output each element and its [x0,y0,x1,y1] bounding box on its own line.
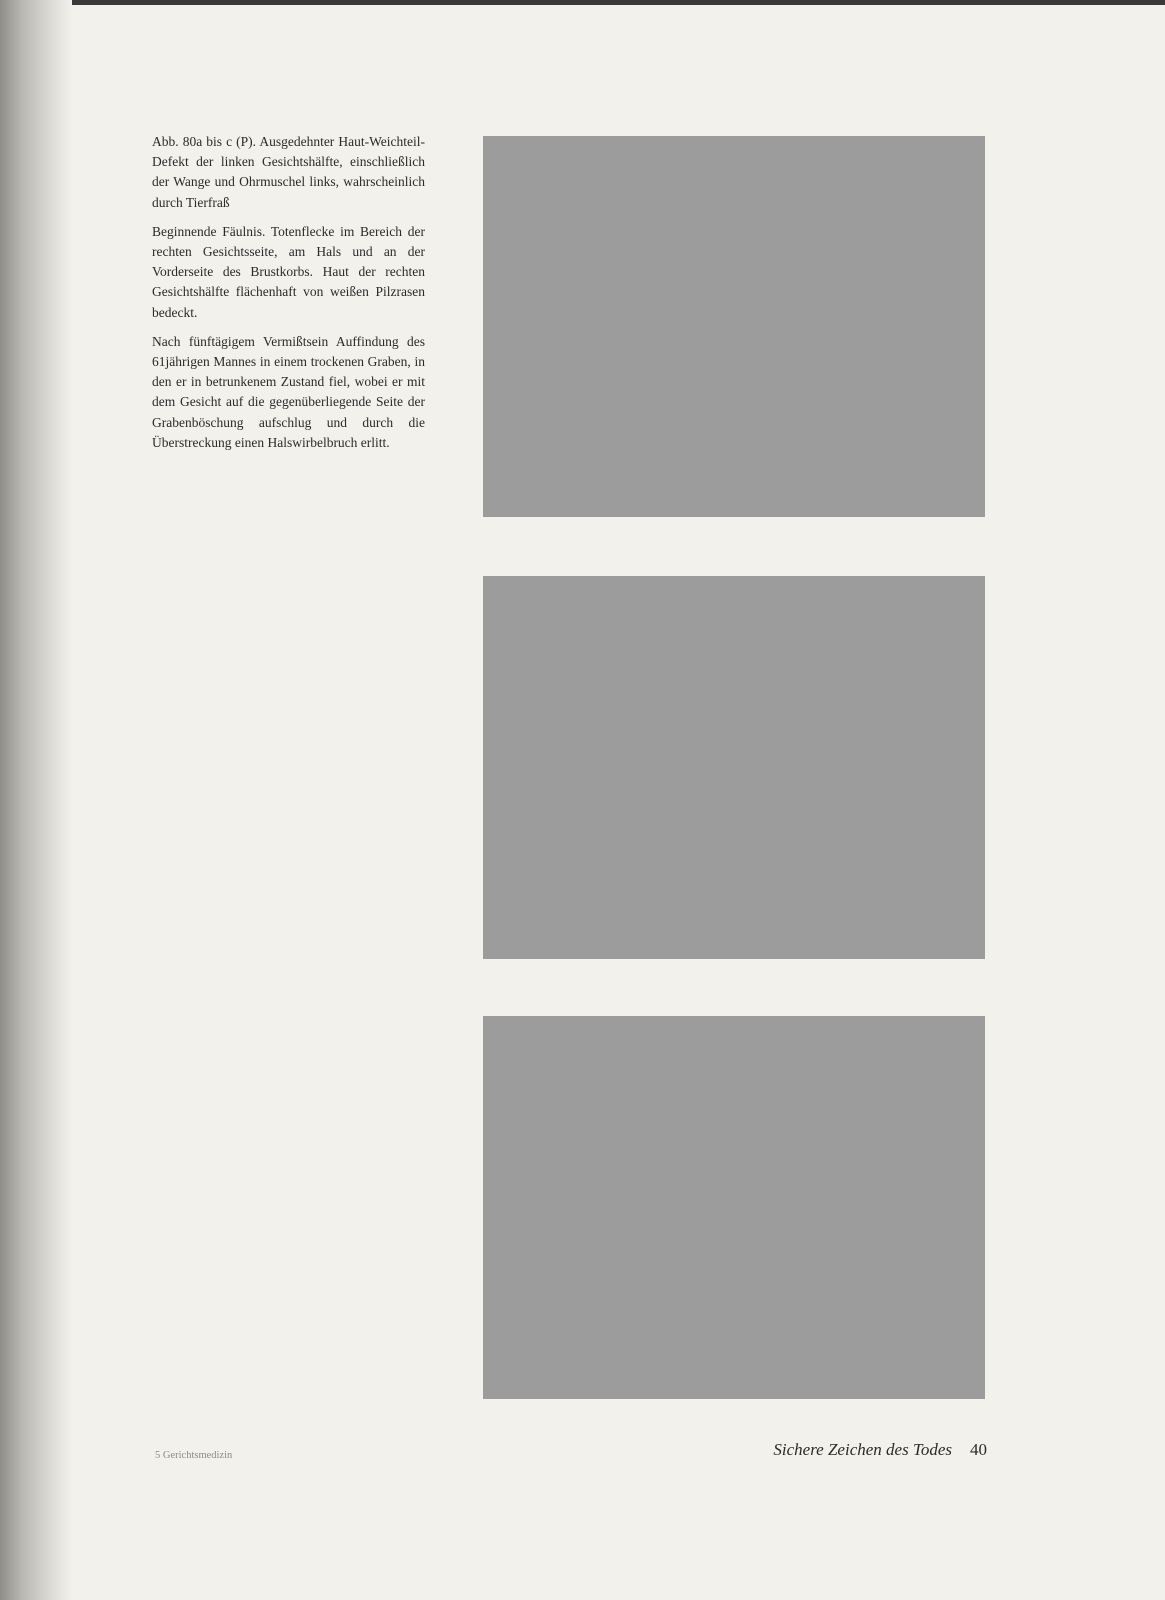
caption-paragraph-2: Beginnende Fäulnis. Totenflecke im Bereich der rechten Gesichtsseite, am Hals und an der Vorderseite des Brustkorbs. Haut der rechten Gesichtshälfte flächenhaft von weißen Pilzrasen bedeckt. [152,223,425,320]
figure-photo-c [483,1016,985,1399]
running-head-text: Sichere Zeichen des Todes [773,1440,952,1459]
figure-photo-b [483,576,985,959]
footer-chapter: 5 Gerichtsmedizin [155,1450,233,1461]
caption-paragraph-3: Nach fünftägigem Vermißtsein Auffindung des 61jährigen Mannes in einem trockenen Graben, in den er in betrunkenem Zustand fiel, wobei er mit dem Gesicht auf die gegenüberliegende Seite der Grabenböschung aufschlug und durch die Überstreckung einen Halswirbelbruch erlitt. [152,333,425,450]
page-gutter-shadow [0,0,72,1600]
footer-running-head [773,1440,987,1460]
caption-paragraph-1: Abb. 80a bis c (P). Ausgedehnter Haut-Weichteil-Defekt der linken Gesichtshälfte, einschließlich der Wange und Ohrmuschel links, wahrscheinlich durch Tierfraß [152,134,425,210]
figure-caption [152,132,425,462]
page-number: 40 [970,1440,987,1459]
figure-photo-a [483,136,985,517]
top-border [0,0,1165,5]
